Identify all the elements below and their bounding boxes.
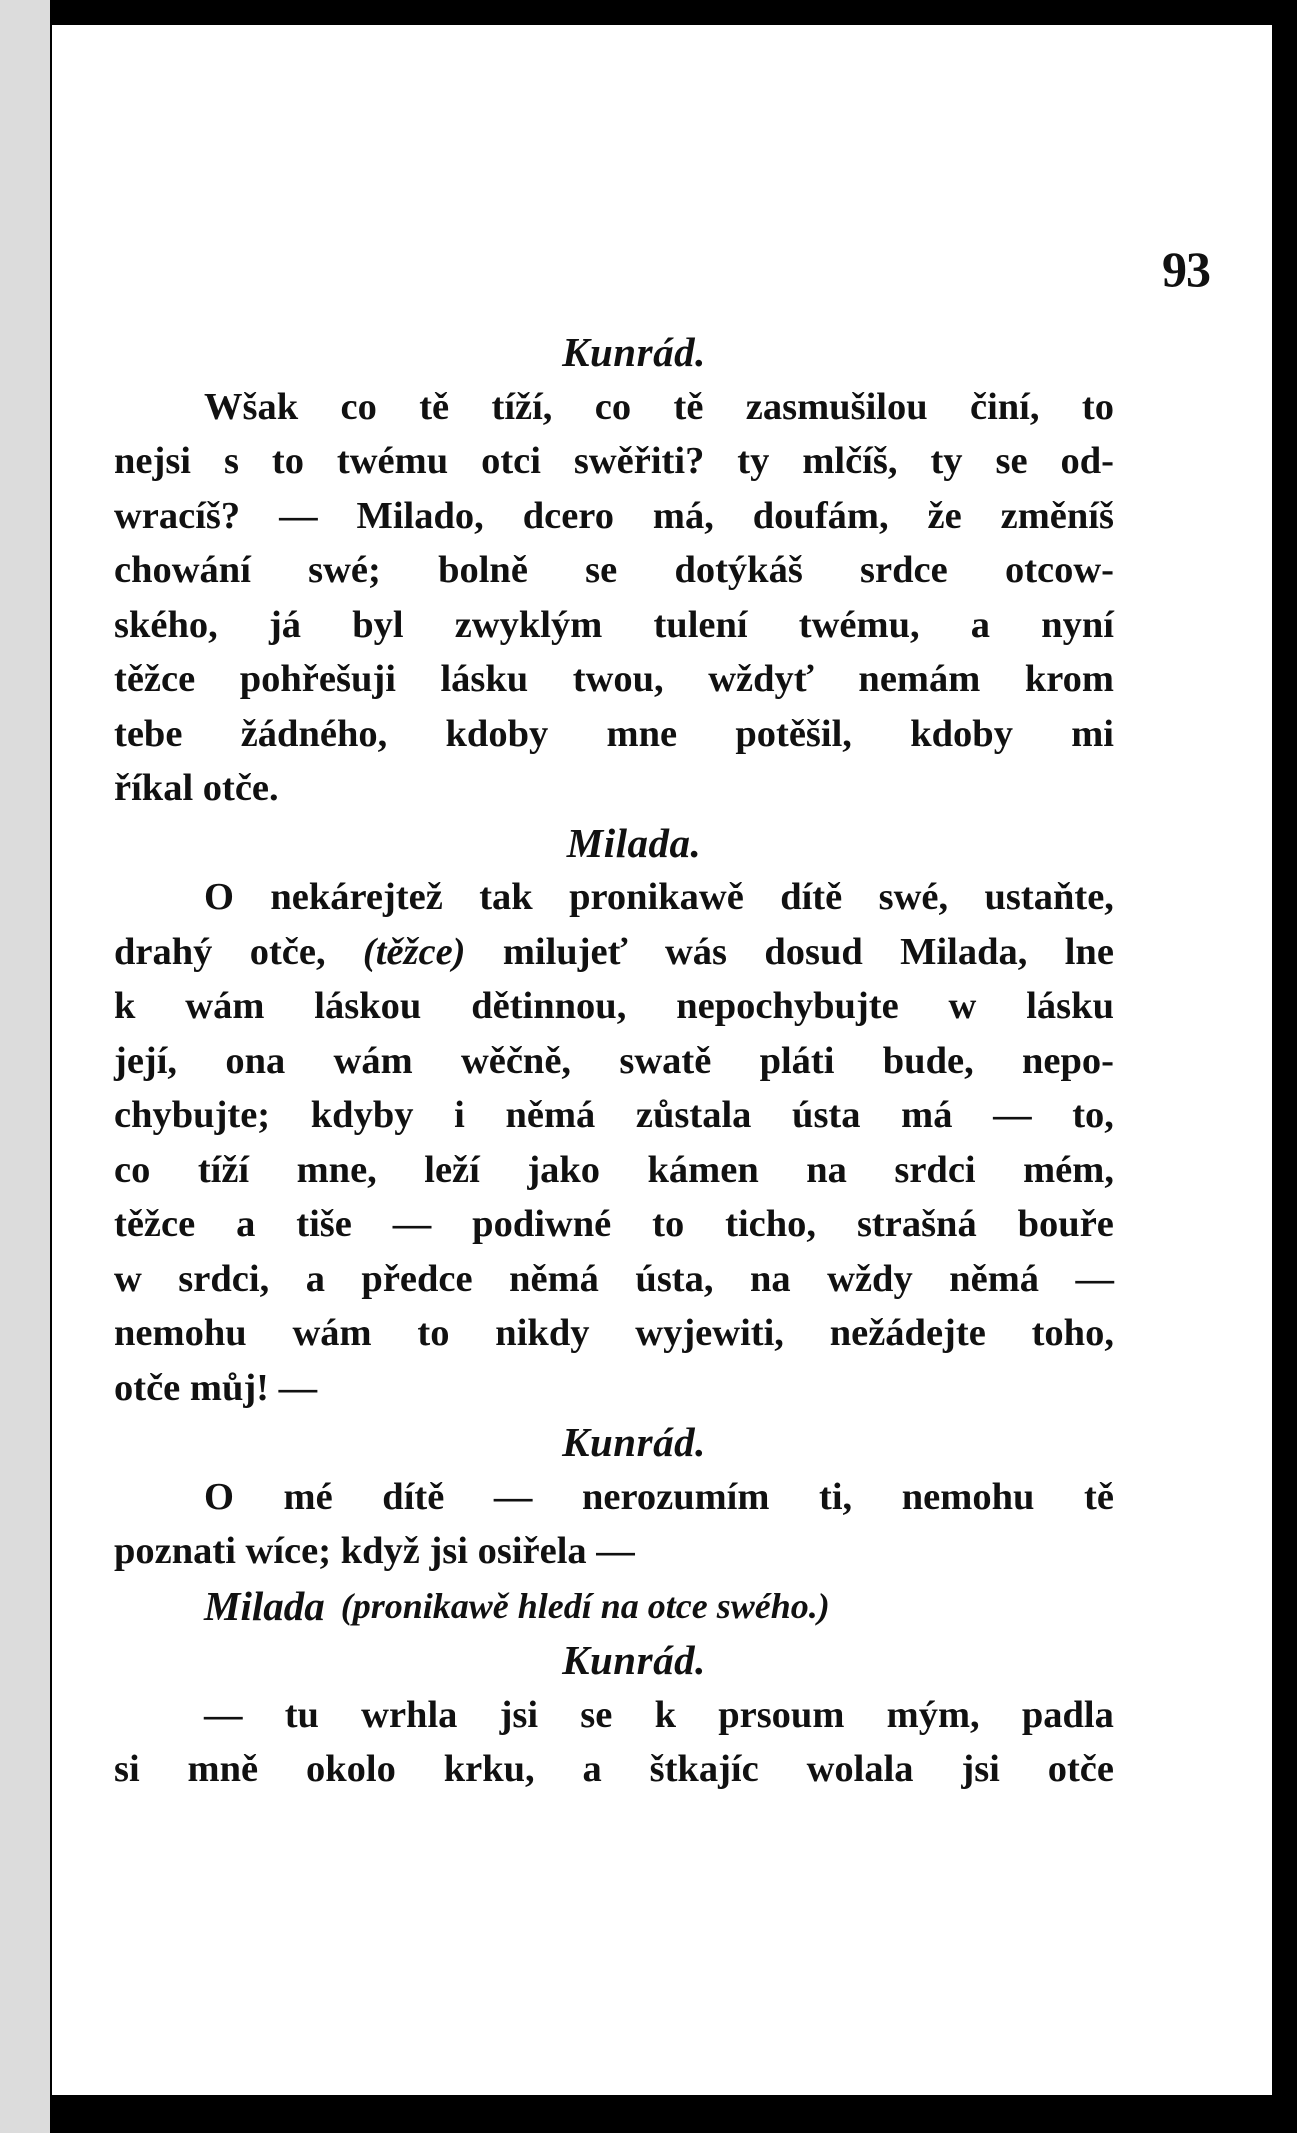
text-line: chybujte; kdyby i němá zůstala ústa má — to, (114, 1094, 1114, 1136)
page-number: 93 (1162, 241, 1210, 297)
text-line: tebe žádného, kdoby mne potěšil, kdoby mi (114, 712, 1114, 755)
speaker-name: Milada. (566, 819, 702, 866)
text-line: co tíží mne, leží jako kámen na srdci mém, (114, 1148, 1114, 1191)
text-line: wracíš? — Milado, dcero má, doufám, že změníš (114, 494, 1114, 537)
speaker-name: Kunrád. (562, 1637, 706, 1683)
text-line: říkal otče. (114, 767, 279, 809)
text-line: otče můj! — (114, 1366, 318, 1409)
text-line: poznati wíce; když jsi osiřela — (114, 1530, 635, 1572)
text-line: nemohu wám to nikdy wyjewiti, nežádejte toho, (114, 1312, 1114, 1354)
text-line: w srdci, a předce němá ústa, na wždy němá — (114, 1257, 1114, 1300)
text-line: těžce pohřešuji lásku twou, wždyť nemám krom (114, 658, 1114, 700)
dialogue-text (114, 325, 1114, 1797)
speaker-name: Kunrád. (562, 1419, 706, 1465)
text-line: ského, já byl zwyklým tulení twému, a nyní (114, 603, 1114, 646)
text-line: těžce a tiše — podiwné to ticho, strašná bouře (114, 1203, 1114, 1245)
text-line: O mé dítě — nerozumím ti, nemohu tě (204, 1475, 1114, 1518)
text-line: chowání swé; bolně se dotýkáš srdce otcow- (114, 549, 1114, 591)
scan-margin-left (0, 0, 50, 2133)
text-line: — tu wrhla jsi se k prsoum mým, padla (204, 1693, 1114, 1736)
speaker-name: Kunrád. (562, 329, 706, 375)
text-line: k wám láskou dětinnou, nepochybujte w lásku (114, 985, 1114, 1027)
stage-direction: (pronikawě hledí na otce swého.) (340, 1585, 830, 1626)
text-line: Wšak co tě tíží, co tě zasmušilou činí, to (204, 385, 1114, 428)
speaker-name: Milada (204, 1582, 325, 1629)
text-line: nejsi s to twému otci swěřiti? ty mlčíš, ty se od- (114, 440, 1114, 482)
text-line: její, ona wám wěčně, swatě pláti bude, nepo- (114, 1039, 1114, 1082)
book-page (52, 25, 1272, 2095)
text-line: O nekárejtež tak pronikawě dítě swé, ustaňte, (204, 876, 1114, 918)
text-line: drahý otče, (těžce) milujeť wás dosud Milada, lne (114, 930, 1114, 973)
stage-direction-line (114, 1579, 1114, 1634)
text-line: si mně okolo krku, a štkajíc wolala jsi otče (114, 1748, 1114, 1790)
